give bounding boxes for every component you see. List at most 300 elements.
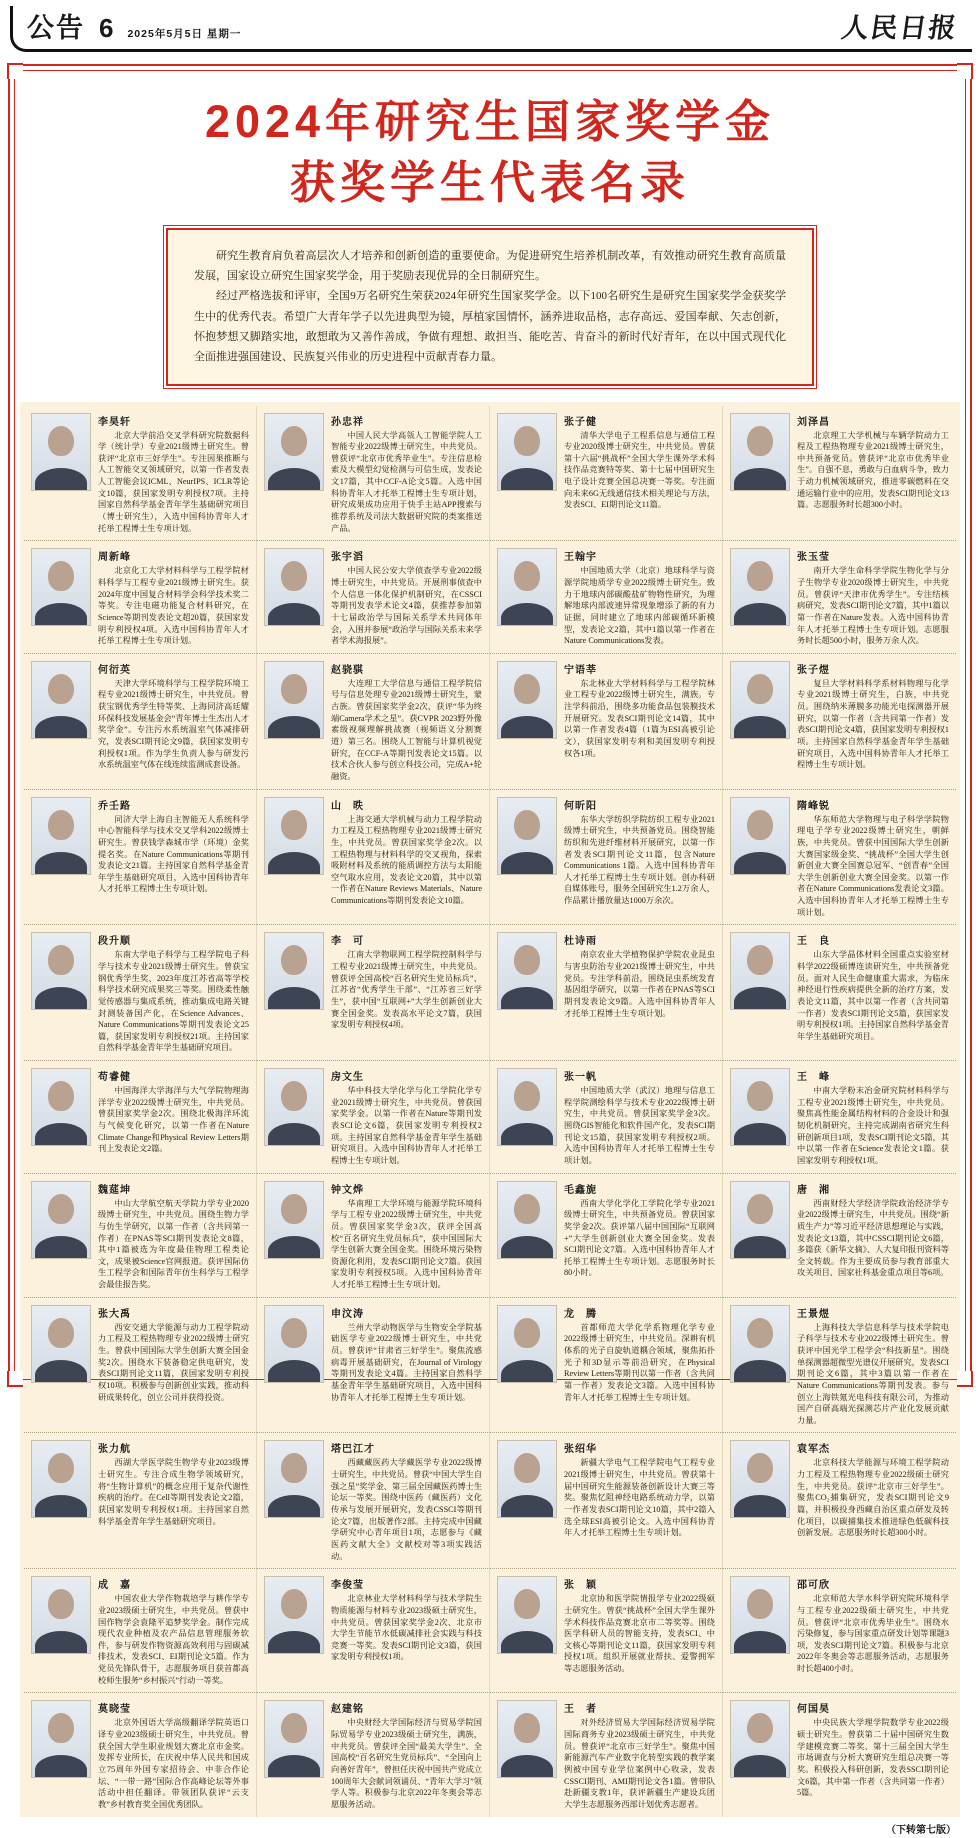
student-text: [98, 797, 249, 895]
student-text: [797, 548, 949, 646]
student-photo: [730, 1576, 790, 1654]
student-bio: 中国海洋大学海洋与大气学院物理海洋学专业2022级博士研究生，中共党员。曾获国家奖学金2次。围绕北极海洋环流与气候变化研究，以第一作者在Nature Climate Change和Physical Review Letters期刊上发表论文2篇。: [98, 1086, 249, 1154]
student-card: [723, 1298, 956, 1434]
photo-torso-silhouette: [268, 716, 320, 739]
student-text: [331, 413, 482, 535]
announcement-frame: [8, 64, 972, 1836]
student-bio: 同济大学上海自主智能无人系统科学中心智能科学与技术交叉学科2022级博士研究生。曾获钱学森城市学（环境）金奖提名奖。在Nature Communications等期刊发表论文21篇。主持国家自然科学基金青年学生基础研究项目，入选中国科协青年人才托举工程博士生专项计划。: [98, 814, 249, 894]
student-bio: 北京林业大学材料科学与技术学院生物质能源与材料专业2023级硕士研究生，中共党员。曾获国家奖学金2次、北京市大学生节能节水低碳减排社会实践与科技竞赛一等奖。发表SCI期刊论文3篇，获国家发明专利授权1项。: [331, 1594, 482, 1662]
student-name: 成 嘉: [98, 1580, 131, 1592]
photo-head-silhouette: [281, 810, 307, 840]
student-card: [257, 1569, 490, 1693]
student-text: [564, 1700, 715, 1810]
student-name: 何昕阳: [564, 800, 597, 812]
student-bio: 中国地质大学（北京）地球科学与资源学院地质学专业2022级博士研究生。致力于地球内部碳酸盐矿物物性研究，为理解地球内部波速异常现象增添了新的有力证据，同时建立了地球内部碳循环新模型，发表论文2篇，其中1篇以第一作者在Nature Communications发表。: [564, 566, 715, 646]
students-panel: [20, 402, 960, 1817]
student-card: [24, 541, 257, 653]
intro-box: [166, 228, 814, 386]
student-card: [723, 406, 956, 542]
student-name: 唐 湘: [797, 1184, 830, 1196]
photo-head-silhouette: [747, 1453, 773, 1483]
student-card: [490, 1298, 723, 1434]
photo-torso-silhouette: [501, 987, 553, 1010]
photo-torso-silhouette: [501, 1360, 553, 1383]
student-text: [797, 1576, 949, 1674]
student-photo: [31, 1068, 91, 1146]
student-card: [723, 1061, 956, 1173]
photo-torso-silhouette: [268, 1360, 320, 1383]
photo-torso-silhouette: [501, 852, 553, 875]
photo-torso-silhouette: [268, 603, 320, 626]
photo-head-silhouette: [281, 1589, 307, 1619]
photo-torso-silhouette: [734, 1360, 786, 1383]
student-bio: 兰州大学动物医学与生物安全学院基础医学专业2022级博士研究生，中共党员。曾获评“甘肃省三好学生”。聚焦流感病毒开展基础研究，在Journal of Virology等期刊发表论文4篇。主持国家自然科学基金青年学生基础研究项目，入选中国科协青年人才托举工程博士生专项计划。: [331, 1322, 482, 1402]
student-text: [331, 661, 482, 783]
photo-head-silhouette: [281, 1318, 307, 1348]
student-name: 张子煜: [797, 664, 830, 676]
student-text: [564, 1068, 715, 1166]
photo-torso-silhouette: [734, 852, 786, 875]
student-text: [564, 413, 715, 511]
student-photo: [497, 1576, 557, 1654]
photo-head-silhouette: [747, 1194, 773, 1224]
student-bio: 中国人民大学高瓴人工智能学院人工智能专业2022级博士研究生，中共党员。曾获评“北京市优秀毕业生”。专注信息检索及大模型幻觉检测与可信生成，发表论文17篇，其中CCF-A论文5篇。入选中国科协青年人才托举工程博士生专项计划，研究成果成功应用于快手主站APP搜索与推荐系统及司法大数据研究院的类案推送产品。: [331, 430, 482, 533]
student-bio: 新疆大学电气工程学院电气工程专业2021级博士研究生，中共党员。曾获第十届中国研究生能源装备创新设计大赛三等奖。聚焦忆阻神经电路系统动力学，以第一作者发表SCI期刊论文10篇，其中2篇入选全球ESI高被引论文。入选中国科协青年人才托举工程博士生专项计划。: [564, 1458, 715, 1538]
student-photo: [497, 932, 557, 1010]
student-name: 张力航: [98, 1444, 131, 1456]
student-text: [331, 548, 482, 646]
student-bio: 中国人民公安大学侦查学专业2022级博士研究生，中共党员。开展刑事侦查中个人信息一体化保护机制研究，在CSSCI等期刊发表学术论文4篇，获推荐参加第十七届政治学与国际关系学术共同体年会，入围并参展“政治学与国际关系未来学者学术海报展”。: [331, 566, 483, 646]
student-name: 王 峰: [797, 1072, 830, 1084]
photo-torso-silhouette: [268, 1236, 320, 1259]
photo-head-silhouette: [514, 426, 540, 456]
photo-head-silhouette: [48, 426, 74, 456]
student-name: 何衍英: [98, 664, 131, 676]
photo-head-silhouette: [281, 1453, 307, 1483]
student-text: [98, 1305, 249, 1403]
student-text: [797, 1181, 949, 1279]
student-photo: [31, 413, 91, 491]
student-name: 隋峰锐: [797, 800, 830, 812]
student-card: [723, 1174, 956, 1298]
photo-head-silhouette: [514, 1081, 540, 1111]
student-card: [490, 1569, 723, 1693]
student-bio: 中国农业大学作物栽培学与耕作学专业2023级硕士研究生，中共党员。曾获中国作物学会袁隆平追梦奖学金。制作完成现代农业种植及农产品信息管理服务软件，参与研发作物资源高效利用与固碳减排技术，发表SCI、EI期刊论文5篇。作为党员先锋队骨干，志愿服务项目获首都高校师生服务“乡村振兴”行动一等奖。: [98, 1594, 249, 1685]
student-photo: [497, 797, 557, 875]
student-text: [98, 661, 249, 771]
student-bio: 西藏藏医药大学藏医学专业2022级博士研究生，中共党员。曾获“中国大学生自强之星”奖学金、第三届全国藏医药博士生论坛一等奖。围绕中医药（藏医药）文化传承与发展开展研究，发表CSSCI等期刊论文7篇，出版著作2部。主持完成中国藏学研究中心青年项目1项，志愿参与《藏医药文献大全》文献校对等3项实践活动。: [331, 1458, 483, 1561]
student-text: [564, 1576, 715, 1674]
student-photo: [730, 1700, 790, 1778]
photo-head-silhouette: [514, 810, 540, 840]
student-card: [490, 654, 723, 790]
student-card: [257, 790, 490, 926]
student-name: 王景煜: [797, 1308, 830, 1320]
student-name: 莫晓莹: [98, 1704, 131, 1716]
student-name: 孙忠祥: [331, 416, 364, 428]
student-name: 邵可欣: [797, 1580, 830, 1592]
photo-torso-silhouette: [501, 1631, 553, 1654]
student-text: [564, 661, 715, 759]
photo-torso-silhouette: [734, 1123, 786, 1146]
photo-head-silhouette: [48, 1589, 74, 1619]
student-card: [257, 654, 490, 790]
photo-head-silhouette: [747, 810, 773, 840]
student-name: 王翰宇: [564, 552, 597, 564]
photo-head-silhouette: [514, 1713, 540, 1743]
intro-paragraph-2: 经过严格选拔和评审，全国9万名研究生荣获2024年研究生国家奖学金。以下100名研究生是研究生国家奖学金获奖学生中的优秀代表。希望广大青年学子以先进典型为镜，厚植家国情怀，涵养进取品格，志存高远、爱国奉献、矢志创新，怀抱梦想又脚踏实地，敢想敢为又善作善成，争做有理想、敢担当、能吃苦、肯奋斗的新时代好青年，在以中国式现代化全面推进强国建设、民族复兴伟业的历史进程中贡献青春力量。: [194, 290, 786, 364]
student-card: [490, 1174, 723, 1298]
photo-head-silhouette: [747, 1713, 773, 1743]
photo-torso-silhouette: [734, 468, 786, 491]
student-text: [797, 1305, 949, 1427]
student-card: [24, 1433, 257, 1569]
photo-torso-silhouette: [35, 852, 87, 875]
student-name: 房文生: [331, 1072, 364, 1084]
student-text: [98, 413, 249, 535]
student-text: [98, 1068, 249, 1155]
student-photo: [730, 1305, 790, 1383]
student-photo: [497, 548, 557, 626]
student-bio: 山东大学晶体材料全国重点实验室材料学2022级硕博连读研究生，中共预备党员。面对人民生命健康重大需求，为临床神经退行性疾病提供全新的治疗方案，发表论文11篇，其中以第一作者（含共同第一作者）发表SCI期刊论文5篇，获国家发明专利授权1项。主持国家自然科学基金青年学生基础研究项目。: [797, 950, 949, 1041]
student-card: [723, 654, 956, 790]
student-text: [331, 1576, 482, 1663]
photo-head-silhouette: [747, 1318, 773, 1348]
photo-head-silhouette: [514, 1318, 540, 1348]
student-photo: [497, 1305, 557, 1383]
student-card: [490, 406, 723, 542]
student-bio: 西南大学化学化工学院化学专业2021级博士研究生，中共预备党员。曾获国家奖学金2次。获评第八届中国国际“互联网+”大学生创新创业大赛全国金奖。发表SCI期刊论文7篇。入选中国科协青年人才托举工程博士生专项计划。志愿服务时长80小时。: [564, 1198, 715, 1278]
student-bio: 东北林业大学材料科学与工程学院林业工程专业2022级博士研究生，满族。专注学科前沿，围绕多功能食品包装膜技术开展研究。发表SCI期刊论文14篇，其中以第一作者发表4篇（1篇为ESI高被引论文），获国家发明专利和美国发明专利授权各1项。: [564, 678, 715, 758]
photo-torso-silhouette: [35, 603, 87, 626]
student-name: 赵骁骐: [331, 664, 364, 676]
student-name: 何国昊: [797, 1704, 830, 1716]
student-bio: 北京化工大学材料科学与工程学院材料科学与工程专业2021级博士研究生。获2024年度中国复合材料学会科学技术奖二等奖。专注电磁功能复合材料研究，在Science等期刊发表论文超20篇，获国家发明专利授权4项。入选中国科协青年人才托举工程博士生专项计划。: [98, 566, 249, 646]
photo-head-silhouette: [514, 1453, 540, 1483]
student-name: 王 良: [797, 936, 830, 948]
photo-head-silhouette: [281, 561, 307, 591]
photo-torso-silhouette: [35, 468, 87, 491]
student-card: [723, 925, 956, 1061]
student-photo: [31, 1576, 91, 1654]
student-photo: [264, 1576, 324, 1654]
student-text: [564, 932, 715, 1019]
student-name: 山 昳: [331, 800, 364, 812]
photo-torso-silhouette: [35, 1123, 87, 1146]
student-bio: 华中科技大学化学与化工学院化学专业2021级博士研究生，中共党员。曾获国家奖学金。以第一作者在Nature等期刊发表SCI论文6篇，获国家发明专利授权2项。主持国家自然科学基金青年学生基础研究项目。入选中国科协青年人才托举工程博士生专项计划。: [331, 1086, 482, 1165]
photo-torso-silhouette: [501, 1755, 553, 1778]
photo-torso-silhouette: [35, 1495, 87, 1518]
student-card: [24, 1569, 257, 1693]
photo-head-silhouette: [48, 1081, 74, 1111]
student-card: [490, 1061, 723, 1173]
photo-torso-silhouette: [35, 716, 87, 739]
student-card: [723, 1433, 956, 1569]
student-name: 周新峰: [98, 552, 131, 564]
photo-head-silhouette: [747, 426, 773, 456]
student-bio: 北京协和医学院情报学专业2022级硕士研究生。曾获“挑战杯”全国大学生课外学术科技作品竞赛北京市二等奖等。围绕医学科研人员的智能支持，发表SCI、中文核心等期刊论文11篇，获国家发明专利授权1项。组织开展就业帮扶、爱警拥军等志愿服务活动。: [564, 1594, 715, 1674]
student-photo: [31, 797, 91, 875]
photo-torso-silhouette: [734, 1755, 786, 1778]
student-photo: [31, 1700, 91, 1778]
issue-date: 2025年5月5日 星期一: [127, 28, 242, 40]
student-card: [24, 1298, 257, 1434]
student-photo: [264, 1700, 324, 1778]
student-photo: [31, 661, 91, 739]
student-name: 魏莚坤: [98, 1184, 131, 1196]
student-card: [24, 925, 257, 1061]
student-bio: 西湖大学医学院生物学专业2023级博士研究生。专注合成生物学领域研究，将“生物计算机”的概念应用于复杂代谢性疾病的治疗。在Cell等期刊发表论文2篇，获国家发明专利授权1项。主持国家自然科学基金青年学生基础研究项目。: [98, 1458, 249, 1526]
photo-head-silhouette: [48, 1713, 74, 1743]
student-name: 张子健: [564, 416, 597, 428]
student-name: 塔巴江才: [331, 1444, 375, 1456]
photo-head-silhouette: [281, 1081, 307, 1111]
student-bio: 复旦大学材料科学系材料物理与化学专业2021级博士研究生，白族，中共党员。围绕纳米薄膜多功能光电探测器开展研究，以第一作者（含共同第一作者）发表SCI期刊论文4篇，获国家发明专利授权1项。主持国家自然科学基金青年学生基础研究项目，入选中国科协青年人才托举工程博士生专项计划。: [797, 678, 949, 770]
photo-torso-silhouette: [501, 603, 553, 626]
photo-torso-silhouette: [501, 1236, 553, 1259]
student-bio: 上海科技大学信息科学与技术学院电子科学与技术专业2022级博士研究生。曾获评中国光学工程学会“科技新星”。围绕单探测器超微型光谱仪开展研究，发表SCI期刊论文6篇，其中3篇以第一作者在Nature Communications等期刊发表。参与创立上海铁氪光电科技有限公司，为推动国产自研高端光探测芯片产业化发展贡献力量。: [797, 1322, 949, 1425]
photo-torso-silhouette: [734, 716, 786, 739]
student-text: [98, 548, 249, 646]
student-photo: [497, 661, 557, 739]
photo-torso-silhouette: [268, 468, 320, 491]
photo-head-silhouette: [281, 945, 307, 975]
student-card: [24, 790, 257, 926]
photo-torso-silhouette: [268, 987, 320, 1010]
student-text: [98, 1700, 249, 1810]
student-text: [331, 1181, 482, 1291]
photo-torso-silhouette: [35, 1755, 87, 1778]
student-card: [24, 406, 257, 542]
photo-torso-silhouette: [35, 1631, 87, 1654]
student-bio: 华东师范大学物理与电子科学学院物理电子学专业2022级博士研究生，朝鲜族，中共党员。曾获中国国际大学生创新大赛国家级金奖、“挑战杯”全国大学生创新创业大赛全国赛总冠军、“创青春”全国大学生创新创业大赛全国金奖。以第一作者在Nature Communications发表论文3篇。入选中国科协青年人才托举工程博士生专项计划。: [797, 814, 949, 917]
student-name: 袁军杰: [797, 1444, 830, 1456]
student-name: 王 者: [564, 1704, 597, 1716]
frame-corner-ornament: [957, 63, 973, 79]
student-card: [257, 1174, 490, 1298]
student-name: 苟睿健: [98, 1072, 131, 1084]
student-photo: [264, 661, 324, 739]
photo-torso-silhouette: [734, 603, 786, 626]
student-bio: 清华大学电子工程系信息与通信工程专业2020级博士研究生，中共党员。曾获第十六届“挑战杯”全国大学生课外学术科技作品竞赛特等奖、第十七届中国研究生电子设计竞赛全国总决赛一等奖。专注面向未来6G无线通信技术相关理论与方法，发表SCI、EI期刊论文11篇。: [564, 430, 715, 510]
student-name: 毛鑫旎: [564, 1184, 597, 1196]
photo-head-silhouette: [48, 810, 74, 840]
student-text: [331, 1305, 482, 1403]
intro-paragraph-1: 研究生教育肩负着高层次人才培养和创新创造的重要使命。为促进研究生培养机制改革，有效推动研究生教育高质量发展，国家设立研究生国家奖学金，用于奖励表现优异的全日制研究生。: [194, 249, 786, 282]
photo-torso-silhouette: [268, 852, 320, 875]
photo-torso-silhouette: [734, 1631, 786, 1654]
photo-head-silhouette: [48, 1453, 74, 1483]
student-name: 张绍华: [564, 1444, 597, 1456]
student-bio: 东南大学电子科学与工程学院电子科学与技术专业2021级博士研究生。曾获宝钢优秀学生奖、2023年度江苏省高等学校科学技术研究成果奖三等奖。围绕柔性触觉传感器与集成系统，推动集成电路关键封测装备国产化，在Science Advances、Nature Communications等期刊发表论文25篇，获国家发明专利授权21项。主持国家自然科学基金青年学生基础研究项目。: [98, 950, 249, 1053]
photo-head-silhouette: [281, 674, 307, 704]
photo-head-silhouette: [48, 1318, 74, 1348]
student-card: [723, 790, 956, 926]
student-photo: [31, 1305, 91, 1383]
student-text: [331, 1068, 482, 1166]
photo-head-silhouette: [747, 945, 773, 975]
student-bio: 北京科技大学能源与环境工程学院动力工程及工程热物理专业2022级硕士研究生，中共党员。获评“北京市三好学生”。聚焦CO₂捕集研究，发表SCI期刊论文9篇，并积极投身西藏自治区重点研发及转化项目，以碳捕集技术推进绿色低碳科技创新发展。志愿服务时长超300小时。: [797, 1458, 949, 1538]
student-bio: 南开大学生命科学学院生物化学与分子生物学专业2020级博士研究生，中共党员。曾获评“天津市优秀学生”。专注结核病研究，发表SCI期刊论文7篇，其中1篇以第一作者在Nature发表。入选中国科协青年人才托举工程博士生专项计划。志愿服务时长超500小时，服务万余人次。: [797, 566, 949, 646]
student-name: 李 可: [331, 936, 364, 948]
student-bio: 中国地质大学（武汉）地理与信息工程学院测绘科学与技术专业2022级博士研究生，中共党员。曾获国家奖学金3次。围绕GIS智能化和软件国产化，发表SCI期刊论文15篇，获国家发明专利授权2项。入选中国科协青年人才托举工程博士生专项计划。: [564, 1086, 715, 1165]
student-bio: 大连理工大学信息与通信工程学院信号与信息处理专业2021级博士研究生，蒙古族。曾获国家奖学金2次，获评“华为终端Camera学术之星”。获CVPR 2023野外像素级视频理解挑战赛（视频语义分割赛道）第三名。围绕人工智能与计算机视觉研究，在CCF-A等期刊发表论文15篇。以技术合伙人参与创立科技公司，完成A+轮融资。: [331, 678, 482, 781]
photo-torso-silhouette: [734, 1495, 786, 1518]
student-photo: [730, 1181, 790, 1259]
student-card: [24, 1061, 257, 1173]
photo-head-silhouette: [48, 945, 74, 975]
student-text: [331, 797, 482, 907]
student-name: 张宇滔: [331, 552, 364, 564]
student-text: [564, 797, 715, 907]
photo-head-silhouette: [514, 945, 540, 975]
photo-head-silhouette: [747, 1589, 773, 1619]
student-photo: [31, 548, 91, 626]
student-card: [257, 925, 490, 1061]
student-photo: [264, 413, 324, 491]
student-card: [723, 541, 956, 653]
photo-head-silhouette: [747, 561, 773, 591]
student-card: [257, 406, 490, 542]
page-title-line1: 2024年研究生国家奖学金: [204, 96, 776, 147]
student-text: [564, 1305, 715, 1403]
student-bio: 北京大学前沿交叉学科研究院数据科学（统计学）专业2021级博士研究生。曾获评“北京市三好学生”。专注因果推断与人工智能交叉领域研究，以第一作者发表人工智能会议ICML、NeurIPS、ICLR等论文10篇，获国家发明专利授权7项。主持国家自然科学基金青年学生基础研究项目（博士研究生），入选中国科协青年人才托举工程博士生专项计划。: [98, 430, 249, 533]
student-name: 李昊轩: [98, 416, 131, 428]
student-name: 李俊莹: [331, 1580, 364, 1592]
student-card: [257, 541, 490, 653]
photo-torso-silhouette: [268, 1755, 320, 1778]
page-title-line2: 获奖学生代表名录: [289, 156, 690, 208]
newspaper-logo: 人民日报: [839, 13, 960, 43]
page-title: [10, 92, 970, 214]
student-card: [257, 1061, 490, 1173]
student-photo: [264, 1305, 324, 1383]
photo-torso-silhouette: [35, 987, 87, 1010]
student-text: [98, 1576, 249, 1686]
photo-torso-silhouette: [268, 1123, 320, 1146]
student-bio: 西安交通大学能源与动力工程学院动力工程及工程热物理专业2022级博士研究生。曾获中国国际大学生创新大赛全国金奖2次。围绕水下装备稳定供电研究，发表SCI期刊论文11篇，获国家发明专利授权10项。积极参与创新创业实践，推动科研成果转化，创立公司并获得投资。: [98, 1322, 249, 1402]
student-photo: [497, 1440, 557, 1518]
student-card: [24, 1693, 257, 1816]
student-photo: [264, 1440, 324, 1518]
student-name: 张玉莹: [797, 552, 830, 564]
student-name: 杜诗雨: [564, 936, 597, 948]
student-card: [24, 654, 257, 790]
student-bio: 中山大学航空航天学院力学专业2020级博士研究生，中共党员。围绕生物力学与仿生学研究，以第一作者（含共同第一作者）在PNAS等SCI期刊发表论文8篇，其中1篇被选为年度最佳物理工程类论文，成果被Science官网报道。获评国际仿生工程学会和国际青年仿生科学与工程学会最佳报告奖。: [98, 1198, 249, 1290]
student-photo: [730, 413, 790, 491]
student-photo: [264, 548, 324, 626]
student-name: 段升顺: [98, 936, 131, 948]
student-name: 刘泽昌: [797, 416, 830, 428]
student-card: [490, 790, 723, 926]
student-text: [797, 797, 949, 919]
student-photo: [730, 797, 790, 875]
student-photo: [730, 932, 790, 1010]
student-photo: [31, 932, 91, 1010]
student-card: [257, 1298, 490, 1434]
student-text: [797, 1700, 949, 1798]
frame-corner-ornament: [7, 1371, 23, 1387]
photo-head-silhouette: [514, 1589, 540, 1619]
student-bio: 北京师范大学水科学研究院环境科学与工程专业2022级硕士研究生，中共党员。曾获评“北京市优秀毕业生”。围绕水污染修复，参与国家重点研发计划等课题3项，发表SCI期刊论文7篇。积极参与北京2022年冬奥会等志愿服务活动，志愿服务时长超400小时。: [797, 1594, 949, 1674]
photo-torso-silhouette: [734, 1236, 786, 1259]
masthead-left: [27, 6, 241, 45]
student-card: [257, 1693, 490, 1816]
continuation-note: （下转第七版）: [886, 1824, 956, 1836]
student-photo: [31, 1440, 91, 1518]
student-photo: [497, 1700, 557, 1778]
photo-head-silhouette: [281, 426, 307, 456]
student-card: [490, 1693, 723, 1816]
student-text: [797, 661, 949, 771]
student-name: 张一帆: [564, 1072, 597, 1084]
photo-head-silhouette: [48, 561, 74, 591]
photo-head-silhouette: [514, 561, 540, 591]
student-photo: [730, 548, 790, 626]
photo-torso-silhouette: [35, 1236, 87, 1259]
student-card: [257, 1433, 490, 1569]
student-name: 申汶涛: [331, 1308, 364, 1320]
student-bio: 中南大学粉末冶金研究院材料科学与工程专业2021级博士研究生，中共党员。聚焦高性能金属结构材料的合金设计和强韧化机制研究，主持完成湖南省研究生科研创新项目1项，发表SCI期刊论文5篇，其中以第一作者在Science发表论文1篇。获国家发明专利授权1项。: [797, 1086, 949, 1165]
student-name: 宁语莘: [564, 664, 597, 676]
photo-head-silhouette: [281, 1194, 307, 1224]
student-photo: [497, 1068, 557, 1146]
student-bio: 北京外国语大学高级翻译学院英语口译专业2023级硕士研究生，中共党员。曾获全国大学生职业规划大赛北京市金奖。发挥专业所长，在庆祝中华人民共和国成立75周年外国专家招待会、中非合作论坛、“一带一路”国际合作高峰论坛等外事活动中担任翻译。带领团队获评“云支教”乡村教育奖全国优秀团队。: [98, 1718, 249, 1809]
student-photo: [497, 1181, 557, 1259]
student-photo: [264, 1181, 324, 1259]
masthead: [10, 6, 972, 52]
student-card: [723, 1693, 956, 1816]
photo-torso-silhouette: [734, 987, 786, 1010]
student-name: 钟文烨: [331, 1184, 364, 1196]
student-text: [331, 932, 482, 1030]
photo-torso-silhouette: [268, 1495, 320, 1518]
photo-head-silhouette: [514, 674, 540, 704]
student-card: [490, 925, 723, 1061]
student-text: [797, 413, 949, 511]
student-text: [797, 1068, 949, 1166]
student-bio: 天津大学环境科学与工程学院环境工程专业2021级博士研究生，中共党员。曾获宝钢优秀学生特等奖、上海同济高廷耀环保科技发展基金会“青年博士生杰出人才奖学金”。专注污水系统温室气体减排研究，发表SCI期刊论文9篇，获国家发明专利授权1项。作为学生负责人参与研发污水系统温室气体在线连续监测成套设备。: [98, 678, 250, 770]
photo-torso-silhouette: [268, 1631, 320, 1654]
student-photo: [264, 932, 324, 1010]
student-bio: 南京农业大学植物保护学院农业昆虫与害虫防治专业2021级博士研究生，中共党员。专注学科前沿，围绕昆虫系统发育基因组学研究，以第一作者在PNAS等SCI期刊发表论文9篇。入选中国科协青年人才托举工程博士生专项计划。: [564, 950, 715, 1018]
student-text: [98, 1181, 249, 1291]
student-name: 张 颖: [564, 1580, 597, 1592]
student-text: [797, 932, 949, 1042]
student-bio: 江南大学物联网工程学院控制科学与工程专业2021级博士研究生，中共党员。曾获评全国高校“百名研究生党员标兵”、江苏省“优秀学生干部”、“江苏省三好学生”，获中国“互联网+”大学生创新创业大赛全国金奖。发表高水平论文7篇，获国家发明专利授权4项。: [331, 950, 482, 1030]
student-text: [98, 932, 249, 1054]
student-text: [797, 1440, 949, 1538]
student-photo: [730, 1440, 790, 1518]
student-bio: 中央民族大学理学院数学专业2022级硕士研究生。曾获第二十届中国研究生数学建模竞赛二等奖、第十三届全国大学生市场调查与分析大赛研究生组总决赛一等奖。积极投入科研创新，发表SSCI期刊论文6篇，其中第一作者（含共同第一作者）5篇。: [797, 1718, 949, 1798]
student-bio: 华南理工大学环境与能源学院环境科学与工程专业2022级博士研究生，中共党员。曾获国家奖学金3次，获评全国高校“百名研究生党员标兵”，获中国国际大学生创新大赛全国金奖。围绕环境污染物资源化利用，发表SCI期刊论文7篇。获国家发明专利授权5项。入选中国科协青年人才托举工程博士生专项计划。: [331, 1198, 482, 1290]
student-text: [564, 1440, 715, 1538]
student-name: 龙 腾: [564, 1308, 597, 1320]
frame-corner-ornament: [957, 1371, 973, 1387]
page-number: 6: [99, 13, 114, 43]
photo-torso-silhouette: [501, 1123, 553, 1146]
student-photo: [497, 413, 557, 491]
student-text: [564, 1181, 715, 1279]
student-name: 赵建铭: [331, 1704, 364, 1716]
student-photo: [264, 797, 324, 875]
student-photo: [31, 1181, 91, 1259]
student-photo: [730, 661, 790, 739]
students-grid: [24, 406, 956, 1817]
frame-corner-ornament: [7, 63, 23, 79]
student-photo: [264, 1068, 324, 1146]
student-bio: 北京理工大学机械与车辆学院动力工程及工程热物理专业2021级博士研究生，中共预备党员。曾获评“北京市优秀毕业生”。自强不息，勇敢与白血病斗争，致力于动力机械领域研究，推进零碳燃料在交通运输行业中的应用，发表SCI期刊论文13篇。志愿服务时长超300小时。: [797, 430, 949, 510]
